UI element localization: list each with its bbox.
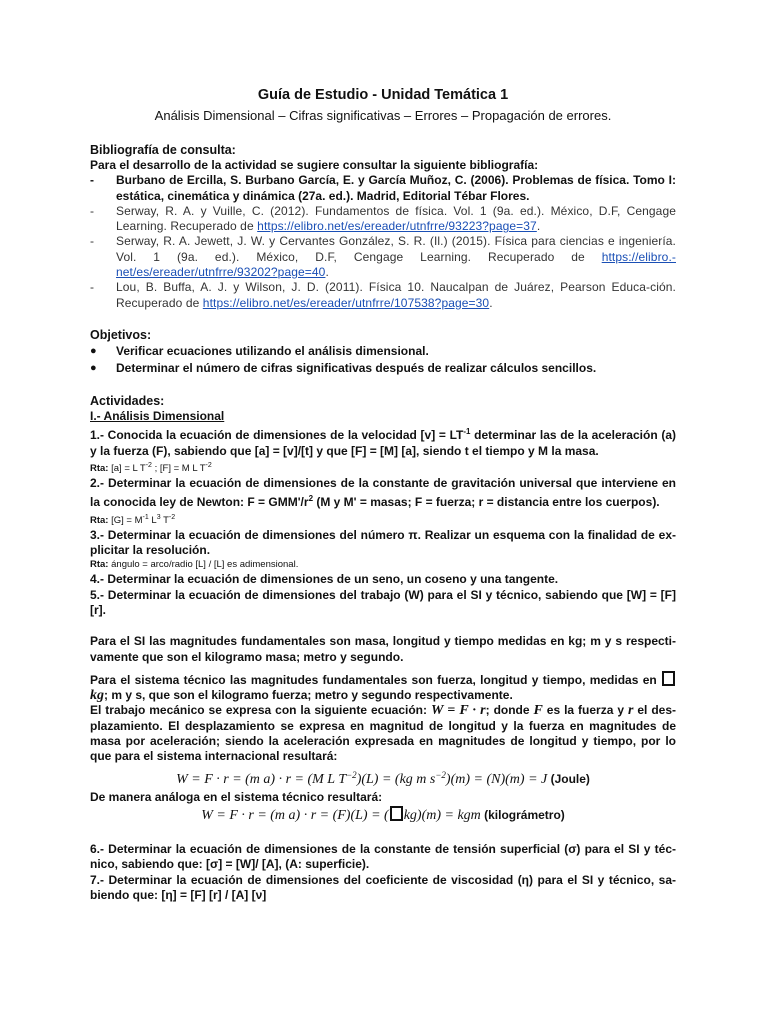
answer-3: Rta: ángulo = arco/radio [L] / [L] es adimensional.: [90, 559, 299, 571]
paragraph-technical-2: De manera análoga en el sistema técnico resultará:: [90, 789, 383, 804]
answer-1: Rta: [a] = L $T^{-2}$ ; [F] = M L $T^{-2}$: [90, 461, 212, 475]
bullet-icon: ●: [90, 361, 97, 374]
bibliography-item: - Serway, R. A. Jewett, J. W. y Cervantes González, S. R. (Il.) (2015). Física para ciencias e ingeniería. Vol. 1 (9a. ed.). México, D.F, Cengage Learning. Recuperado de https://elibro.-net/es/ereader/utnfrre/93202?page=40.: [90, 234, 676, 280]
objectives-heading: Objetivos:: [90, 327, 152, 342]
objectives-list: [90, 343, 676, 377]
question-4: 4.- Determinar la ecuación de dimensiones de un seno, un coseno y una tangente.: [90, 572, 559, 587]
page-subtitle: Análisis Dimensional – Cifras significativas – Errores – Propagación de errores.: [154, 108, 612, 123]
vector-box-icon: [662, 671, 675, 686]
bibliography-item: - Burbano de Ercilla, S. Burbano García, E. y García Muñoz, C. (2006). Problemas de física. Tomo I: estática, cinemática y dinámica (27a. ed.). Madrid, Editorial Tébar Flores.: [90, 173, 676, 203]
bibliography-heading: Bibliografía de consulta:: [90, 143, 236, 157]
question-2: 2.- Determinar la ecuación de dimensiones de la constante de gravitación universal que interviene en la conocida ley de Newton: $F = GMM'/r^2$ (M y M' = masas; F = fuerza; r = distancia entre los cuerpos).: [90, 476, 676, 510]
paragraph-work: El trabajo mecánico se expresa con la siguiente ecuación: W = F · r; donde F es la fuerza y r el des-plazamiento. El desplazamiento se expresa en magnitud de longitud y la fuerza en magnitudes de masa por aceleración; siendo la aceleración expresada en magnitudes de longitud y tiempo, por lo que para el sistema internacional resultará:: [90, 703, 676, 764]
bibliography-link[interactable]: https://elibro.-net/es/ereader/utnfrre/93202?page=40: [116, 249, 676, 280]
activities-heading: Actividades:: [90, 393, 165, 408]
paragraph-technical: Para el sistema técnico las magnitudes fundamentales son fuerza, longitud y tiempo, medidas en kg; m y s, que son el kilogramo fuerza; metro y segundo respectivamente.: [90, 671, 676, 704]
page-title: Guía de Estudio - Unidad Temática 1: [257, 87, 509, 103]
equation-technical: W = F · r = (m a) · r = (F)(L) = ( kg)(m) = kgm (kilográmetro): [201, 807, 565, 823]
equation-si: W = F · r = (m a) · r = (M L $T^{-2})(L) = (kg$ m $s^{-2})(m) = (N)(m) = J$ (Joule): [176, 769, 590, 787]
question-6: 6.- Determinar la ecuación de dimensiones de la constante de tensión superficial (σ) para el SI y téc-nico, sabiendo que: [σ] = [W]/ [A], (A: superficie).: [90, 841, 676, 872]
dash-bullet: -: [90, 234, 95, 249]
dash-bullet: -: [90, 280, 95, 295]
question-3: 3.- Determinar la ecuación de dimensiones del número π. Realizar un esquema con la finalidad de ex-plicitar la resolución.: [90, 527, 676, 558]
bibliography-list: [90, 173, 676, 311]
objective-item: ● Verificar ecuaciones utilizando el análisis dimensional.: [90, 343, 429, 358]
dash-bullet: -: [90, 203, 95, 218]
bibliography-item: - Serway, R. A. y Vuille, C. (2012). Fundamentos de física. Vol. 1 (9a. ed.). México, D.F, Cengage Learning. Recuperado de https://elibro.net/es/ereader/utnfrre/93223?page=37.: [90, 203, 676, 234]
question-1: 1.- Conocida la ecuación de dimensiones de la velocidad $[v] = LT^{-1}$ determinar las de la aceleración (a) y la fuerza (F), sabiendo que [a] = [v]/[t] y que [F] = [M] [a], siendo t el tiempo y M la masa.: [90, 427, 676, 458]
section-subheading: I.- Análisis Dimensional: [90, 408, 225, 423]
bibliography-item: - Lou, B. Buffa, A. J. y Wilson, J. D. (2011). Física 10. Naucalpan de Juárez, Pearson Educa-ción. Recuperado de https://elibro.net/es/ereader/utnfrre/107538?page=30.: [90, 280, 676, 310]
dash-bullet: -: [90, 173, 94, 188]
objective-item: ● Determinar el número de cifras significativas después de realizar cálculos sencillos.: [90, 360, 597, 375]
question-7: 7.- Determinar la ecuación de dimensiones del coeficiente de viscosidad (η) para el SI y técnico, sa-biendo que: [η] = [F] [r] / [A] [ν]: [90, 872, 676, 902]
work-equation-inline: W = F · r: [430, 703, 486, 719]
question-5: 5.- Determinar la ecuación de dimensiones del trabajo (W) para el SI y técnico, sabiendo que [W] = [F] [r].: [90, 587, 676, 617]
bibliography-link[interactable]: https://elibro.net/es/ereader/utnfrre/107538?page=30: [202, 295, 490, 310]
bullet-icon: ●: [90, 344, 97, 357]
bibliography-intro: Para el desarrollo de la actividad se sugiere consultar la siguiente bibliografía:: [90, 158, 539, 172]
bibliography-link[interactable]: https://elibro.net/es/ereader/utnfrre/93223?page=37: [257, 219, 537, 234]
paragraph-si: Para el SI las magnitudes fundamentales son masa, longitud y tiempo medidas en kg; m y s respecti-vamente que son el kilogramo masa; metro y segundo.: [90, 634, 676, 664]
vector-box-icon: [390, 806, 403, 821]
answer-2: Rta: $[G] = M^{-1}$ $L^3$ $T^{-2}$: [90, 513, 176, 526]
